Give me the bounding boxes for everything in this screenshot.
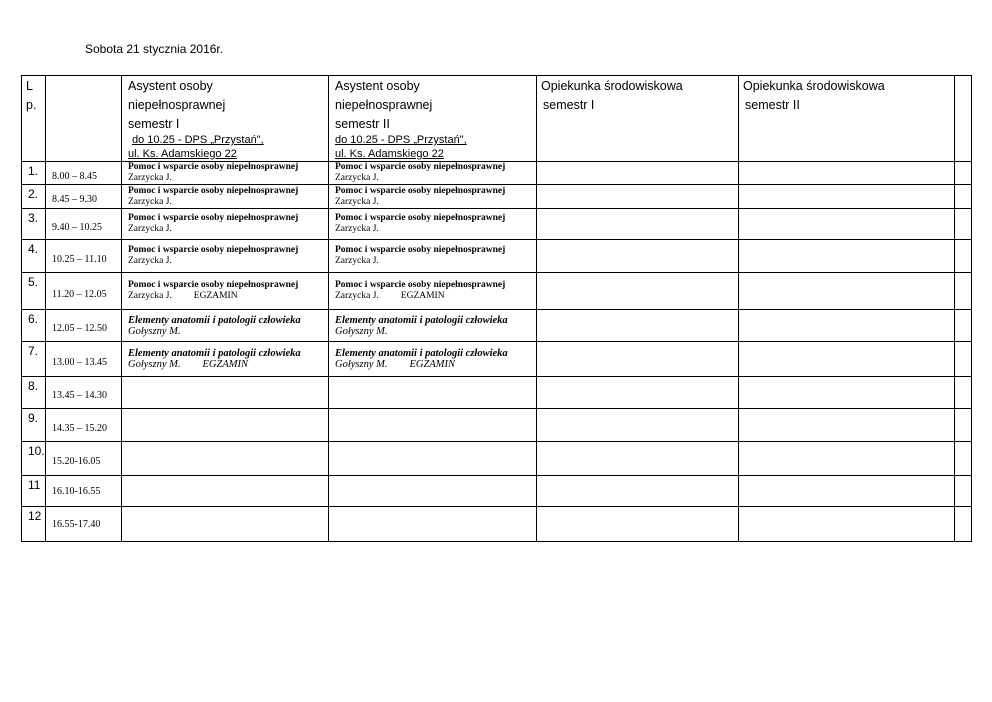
row-number: 11 bbox=[28, 478, 41, 492]
cell-opiekunka-sem1 bbox=[537, 240, 739, 273]
cell-extra bbox=[955, 310, 972, 342]
row-number: 8. bbox=[28, 379, 39, 393]
lesson-subject: Pomoc i wsparcie osoby niepełnosprawnej bbox=[128, 245, 299, 255]
lp-cell bbox=[22, 507, 46, 542]
cell-opiekunka-sem1 bbox=[537, 342, 739, 377]
time-cell bbox=[46, 162, 122, 185]
col1-location-2: ul. Ks. Adamskiego 22 bbox=[128, 148, 237, 160]
lesson-teacher: Zarzycka J. bbox=[128, 291, 172, 301]
lesson-teacher: Gołyszny M. bbox=[335, 325, 388, 337]
lesson-teacher: Zarzycka J. bbox=[335, 173, 379, 183]
cell-opiekunka-sem2 bbox=[739, 377, 955, 409]
lp-cell bbox=[22, 209, 46, 240]
cell-asystent-sem1 bbox=[122, 209, 329, 240]
cell-opiekunka-sem2 bbox=[739, 409, 955, 442]
time-slot: 12.05 – 12.50 bbox=[52, 323, 107, 334]
time-slot: 8.45 – 9.30 bbox=[52, 194, 97, 205]
table-row bbox=[22, 476, 972, 507]
row-number: 2. bbox=[28, 187, 39, 201]
table-row bbox=[22, 507, 972, 542]
header-lp-cell bbox=[22, 76, 46, 162]
cell-asystent-sem2 bbox=[329, 377, 537, 409]
cell-asystent-sem1 bbox=[122, 409, 329, 442]
lesson-teacher: Zarzycka J. bbox=[128, 224, 172, 234]
col4-title-2: semestr II bbox=[745, 98, 800, 112]
lp-cell bbox=[22, 273, 46, 310]
lp-cell bbox=[22, 342, 46, 377]
lesson-teacher-line bbox=[329, 197, 536, 208]
cell-opiekunka-sem2 bbox=[739, 209, 955, 240]
cell-extra bbox=[955, 476, 972, 507]
lp-cell bbox=[22, 442, 46, 476]
table-row bbox=[22, 209, 972, 240]
header-col-opiekunka-sem1 bbox=[537, 76, 739, 162]
lp-cell bbox=[22, 310, 46, 342]
table-row bbox=[22, 310, 972, 342]
cell-asystent-sem1 bbox=[122, 476, 329, 507]
cell-extra bbox=[955, 273, 972, 310]
header-time-cell bbox=[46, 76, 122, 162]
time-slot: 8.00 – 8.45 bbox=[52, 170, 97, 182]
cell-extra bbox=[955, 409, 972, 442]
cell-asystent-sem2 bbox=[329, 162, 537, 185]
lesson-teacher: Zarzycka J. bbox=[128, 256, 172, 266]
exam-label: EGZAMIN bbox=[202, 359, 248, 370]
time-cell bbox=[46, 273, 122, 310]
row-number: 7. bbox=[28, 344, 39, 358]
time-cell bbox=[46, 377, 122, 409]
time-cell bbox=[46, 240, 122, 273]
lesson-teacher: Zarzycka J. bbox=[128, 173, 172, 183]
lesson-teacher: Zarzycka J. bbox=[335, 224, 379, 234]
schedule-table bbox=[21, 75, 972, 542]
cell-asystent-sem1 bbox=[122, 507, 329, 542]
col2-location-2: ul. Ks. Adamskiego 22 bbox=[335, 148, 444, 160]
lesson-teacher: Gołyszny M. bbox=[128, 359, 181, 370]
row-number: 5. bbox=[28, 275, 39, 289]
col1-title-2: niepełnosprawnej bbox=[128, 98, 226, 112]
lesson-teacher: Gołyszny M. bbox=[128, 325, 181, 337]
cell-opiekunka-sem2 bbox=[739, 442, 955, 476]
cell-asystent-sem2 bbox=[329, 409, 537, 442]
cell-extra bbox=[955, 185, 972, 209]
cell-asystent-sem2 bbox=[329, 273, 537, 310]
time-cell bbox=[46, 209, 122, 240]
time-slot: 15.20-16.05 bbox=[52, 456, 101, 467]
lesson-subject: Pomoc i wsparcie osoby niepełnosprawnej bbox=[128, 280, 299, 290]
cell-extra bbox=[955, 240, 972, 273]
cell-opiekunka-sem2 bbox=[739, 342, 955, 377]
lp-cell bbox=[22, 476, 46, 507]
cell-asystent-sem2 bbox=[329, 310, 537, 342]
lesson-teacher-line bbox=[329, 291, 536, 302]
lesson-teacher-line bbox=[122, 224, 328, 235]
time-slot: 9.40 – 10.25 bbox=[52, 221, 102, 233]
header-col-asystent-sem1 bbox=[122, 76, 329, 162]
time-slot: 10.25 – 11.10 bbox=[52, 253, 107, 265]
lp-cell bbox=[22, 377, 46, 409]
header-lp-2: p. bbox=[26, 98, 37, 112]
time-slot: 16.55-17.40 bbox=[52, 518, 101, 530]
cell-opiekunka-sem1 bbox=[537, 409, 739, 442]
cell-asystent-sem2 bbox=[329, 209, 537, 240]
lesson-teacher-line bbox=[122, 173, 328, 184]
lesson-subject: Pomoc i wsparcie osoby niepełnosprawnej bbox=[128, 162, 299, 172]
page-date-title: Sobota 21 stycznia 2016r. bbox=[85, 42, 224, 56]
cell-opiekunka-sem1 bbox=[537, 377, 739, 409]
header-col-asystent-sem2 bbox=[329, 76, 537, 162]
time-slot: 13.00 – 13.45 bbox=[52, 356, 107, 368]
col2-title-1: Asystent osoby bbox=[335, 79, 420, 93]
row-number: 1. bbox=[28, 164, 39, 178]
cell-opiekunka-sem2 bbox=[739, 310, 955, 342]
lesson-subject: Pomoc i wsparcie osoby niepełnosprawnej bbox=[335, 213, 506, 223]
col3-title-1: Opiekunka środowiskowa bbox=[541, 79, 683, 93]
table-row bbox=[22, 409, 972, 442]
cell-opiekunka-sem2 bbox=[739, 273, 955, 310]
lesson-subject: Pomoc i wsparcie osoby niepełnosprawnej bbox=[335, 185, 506, 196]
table-row bbox=[22, 240, 972, 273]
cell-opiekunka-sem1 bbox=[537, 507, 739, 542]
row-number: 9. bbox=[28, 411, 39, 425]
header-col-opiekunka-sem2 bbox=[739, 76, 955, 162]
header-lp-1: L bbox=[26, 79, 33, 93]
col2-title-2: niepełnosprawnej bbox=[335, 98, 433, 112]
time-slot: 11.20 – 12.05 bbox=[52, 288, 107, 300]
lesson-teacher-line bbox=[122, 326, 328, 337]
row-number: 10. bbox=[28, 444, 45, 458]
cell-extra bbox=[955, 377, 972, 409]
cell-asystent-sem1 bbox=[122, 185, 329, 209]
header-row bbox=[22, 76, 972, 162]
lesson-teacher: Zarzycka J. bbox=[335, 291, 379, 301]
table-row bbox=[22, 377, 972, 409]
cell-asystent-sem2 bbox=[329, 507, 537, 542]
cell-opiekunka-sem2 bbox=[739, 476, 955, 507]
lesson-teacher-line bbox=[329, 256, 536, 267]
cell-asystent-sem2 bbox=[329, 342, 537, 377]
time-cell bbox=[46, 310, 122, 342]
cell-opiekunka-sem1 bbox=[537, 476, 739, 507]
cell-opiekunka-sem1 bbox=[537, 209, 739, 240]
cell-opiekunka-sem1 bbox=[537, 310, 739, 342]
lesson-teacher: Zarzycka J. bbox=[128, 196, 172, 207]
lesson-subject: Pomoc i wsparcie osoby niepełnosprawnej bbox=[335, 162, 506, 172]
cell-asystent-sem1 bbox=[122, 342, 329, 377]
lesson-subject: Elementy anatomii i patologii człowieka bbox=[335, 348, 508, 359]
lp-cell bbox=[22, 240, 46, 273]
table-row bbox=[22, 273, 972, 310]
lesson-teacher-line bbox=[329, 173, 536, 184]
cell-opiekunka-sem1 bbox=[537, 185, 739, 209]
time-cell bbox=[46, 442, 122, 476]
lesson-teacher-line bbox=[122, 359, 328, 370]
lesson-subject: Pomoc i wsparcie osoby niepełnosprawnej bbox=[335, 280, 506, 290]
cell-asystent-sem2 bbox=[329, 476, 537, 507]
row-number: 6. bbox=[28, 312, 39, 326]
row-number: 12 bbox=[28, 509, 42, 523]
lp-cell bbox=[22, 162, 46, 185]
lesson-teacher: Zarzycka J. bbox=[335, 256, 379, 266]
lp-cell bbox=[22, 409, 46, 442]
lesson-subject: Pomoc i wsparcie osoby niepełnosprawnej bbox=[128, 185, 299, 196]
time-slot: 16.10-16.55 bbox=[52, 485, 101, 497]
time-cell bbox=[46, 409, 122, 442]
exam-label: EGZAMIN bbox=[400, 291, 445, 301]
col1-title-3: semestr I bbox=[128, 117, 180, 131]
lp-cell bbox=[22, 185, 46, 209]
cell-asystent-sem2 bbox=[329, 240, 537, 273]
lesson-teacher-line bbox=[122, 291, 328, 302]
lesson-teacher-line bbox=[329, 224, 536, 235]
exam-label: EGZAMIN bbox=[193, 291, 238, 301]
lesson-teacher-line bbox=[329, 326, 536, 337]
lesson-subject: Elementy anatomii i patologii człowieka bbox=[128, 314, 301, 326]
table-row bbox=[22, 442, 972, 476]
cell-opiekunka-sem2 bbox=[739, 240, 955, 273]
table-row bbox=[22, 185, 972, 209]
header-extra-cell bbox=[955, 76, 972, 162]
lesson-subject: Pomoc i wsparcie osoby niepełnosprawnej bbox=[335, 245, 506, 255]
cell-opiekunka-sem2 bbox=[739, 507, 955, 542]
cell-opiekunka-sem1 bbox=[537, 442, 739, 476]
row-number: 3. bbox=[28, 211, 39, 225]
col1-title-1: Asystent osoby bbox=[128, 79, 213, 93]
cell-asystent-sem1 bbox=[122, 240, 329, 273]
cell-asystent-sem1 bbox=[122, 442, 329, 476]
lesson-subject: Elementy anatomii i patologii człowieka bbox=[335, 314, 508, 326]
time-slot: 14.35 – 15.20 bbox=[52, 422, 107, 434]
col2-title-3: semestr II bbox=[335, 117, 390, 131]
cell-asystent-sem1 bbox=[122, 310, 329, 342]
lesson-subject: Elementy anatomii i patologii człowieka bbox=[128, 348, 301, 359]
cell-extra bbox=[955, 507, 972, 542]
col3-title-2: semestr I bbox=[543, 98, 595, 112]
cell-extra bbox=[955, 162, 972, 185]
lesson-subject: Pomoc i wsparcie osoby niepełnosprawnej bbox=[128, 213, 299, 223]
cell-opiekunka-sem1 bbox=[537, 162, 739, 185]
lesson-teacher: Zarzycka J. bbox=[335, 196, 379, 207]
time-cell bbox=[46, 185, 122, 209]
cell-opiekunka-sem1 bbox=[537, 273, 739, 310]
col2-location-1: do 10.25 - DPS „Przystań", bbox=[335, 134, 467, 146]
time-cell bbox=[46, 476, 122, 507]
lesson-teacher-line bbox=[122, 256, 328, 267]
lesson-teacher-line bbox=[329, 359, 536, 370]
col1-location-1: do 10.25 - DPS „Przystań", bbox=[132, 134, 264, 146]
cell-asystent-sem2 bbox=[329, 442, 537, 476]
time-cell bbox=[46, 342, 122, 377]
cell-asystent-sem1 bbox=[122, 162, 329, 185]
cell-opiekunka-sem2 bbox=[739, 162, 955, 185]
cell-asystent-sem1 bbox=[122, 273, 329, 310]
cell-asystent-sem2 bbox=[329, 185, 537, 209]
lesson-teacher-line bbox=[122, 197, 328, 208]
table-row bbox=[22, 342, 972, 377]
cell-extra bbox=[955, 442, 972, 476]
lesson-teacher: Gołyszny M. bbox=[335, 359, 388, 370]
table-row bbox=[22, 162, 972, 185]
exam-label: EGZAMIN bbox=[409, 359, 455, 370]
time-slot: 13.45 – 14.30 bbox=[52, 390, 107, 401]
cell-asystent-sem1 bbox=[122, 377, 329, 409]
row-number: 4. bbox=[28, 242, 39, 256]
time-cell bbox=[46, 507, 122, 542]
cell-opiekunka-sem2 bbox=[739, 185, 955, 209]
col4-title-1: Opiekunka środowiskowa bbox=[743, 79, 885, 93]
cell-extra bbox=[955, 342, 972, 377]
cell-extra bbox=[955, 209, 972, 240]
